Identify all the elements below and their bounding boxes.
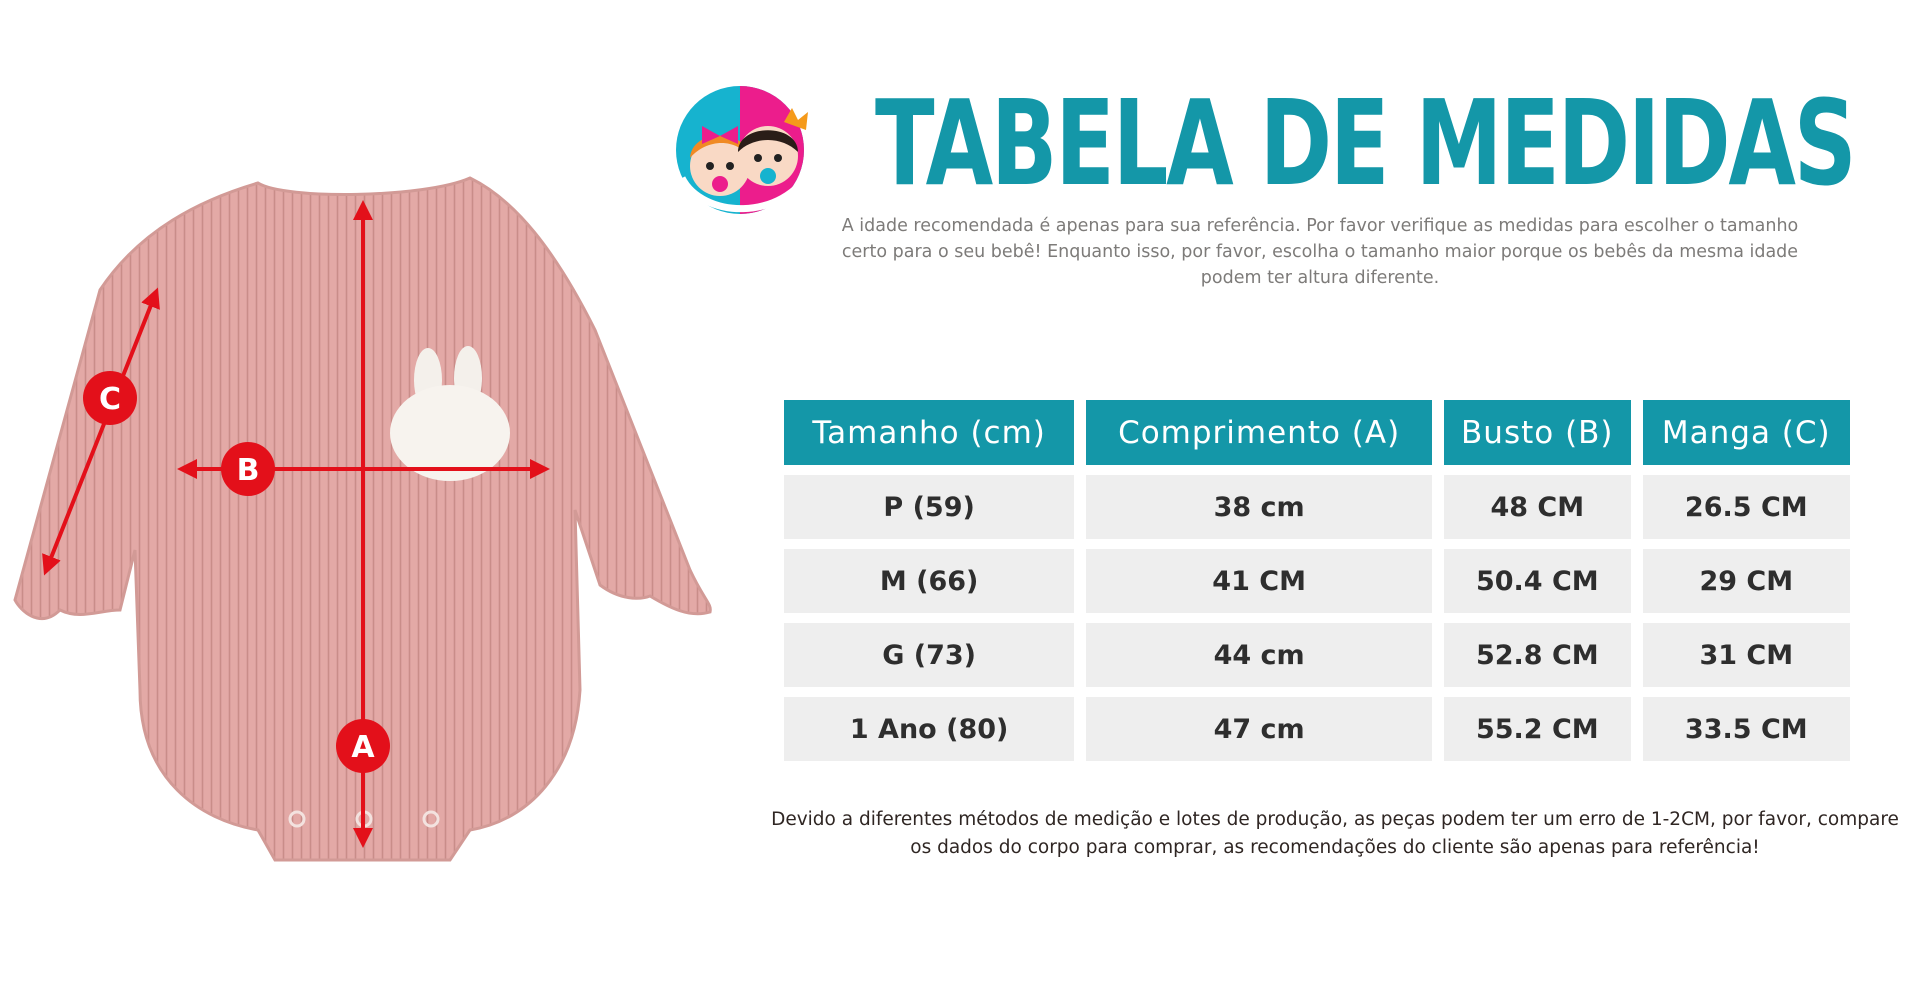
header-length: Comprimento (A) [1086,400,1432,465]
cell-bust: 50.4 CM [1444,549,1631,613]
table-row [784,697,1850,761]
size-chart-table [772,390,1862,771]
age-recommendation-note: A idade recomendada é apenas para sua referência. Por favor verifique as medidas para escolher o tamanho certo para o seu bebê! Enquanto isso, por favor, escolha o tamanho maior porque os bebês da mesma idade podem ter altura diferente. [841,216,1799,288]
cell-size: G (73) [784,623,1074,687]
svg-text:C: C [98,382,122,417]
header-sleeve: Manga (C) [1643,400,1850,465]
cell-size: P (59) [784,475,1074,539]
table-header-row [784,400,1850,465]
cell-sleeve: 29 CM [1643,549,1850,613]
cell-sleeve: 31 CM [1643,623,1850,687]
cell-length: 44 cm [1086,623,1432,687]
cell-size: 1 Ano (80) [784,697,1074,761]
cell-length: 47 cm [1086,697,1432,761]
cell-length: 41 CM [1086,549,1432,613]
header-bust: Busto (B) [1444,400,1631,465]
marker-b [221,442,275,496]
table-row [784,623,1850,687]
cell-sleeve: 33.5 CM [1643,697,1850,761]
svg-text:B: B [236,453,260,488]
svg-text:A: A [351,730,375,765]
marker-a [336,719,390,773]
baby-faces-logo-icon [672,78,832,220]
page-title: TABELA DE MEDIDAS [875,74,1855,212]
baby-bodysuit-image [0,130,720,870]
cell-bust: 55.2 CM [1444,697,1631,761]
header-size: Tamanho (cm) [784,400,1074,465]
marker-c [83,371,137,425]
measurement-disclaimer: Devido a diferentes métodos de medição e lotes de produção, as peças podem ter um erro de 1-2CM, por favor, compare os dados do corpo para comprar, as recomendações do cliente são apenas para referência! [771,809,1899,858]
cell-length: 38 cm [1086,475,1432,539]
cell-sleeve: 26.5 CM [1643,475,1850,539]
cell-bust: 48 CM [1444,475,1631,539]
table-row [784,475,1850,539]
cell-size: M (66) [784,549,1074,613]
table-row [784,549,1850,613]
cell-bust: 52.8 CM [1444,623,1631,687]
